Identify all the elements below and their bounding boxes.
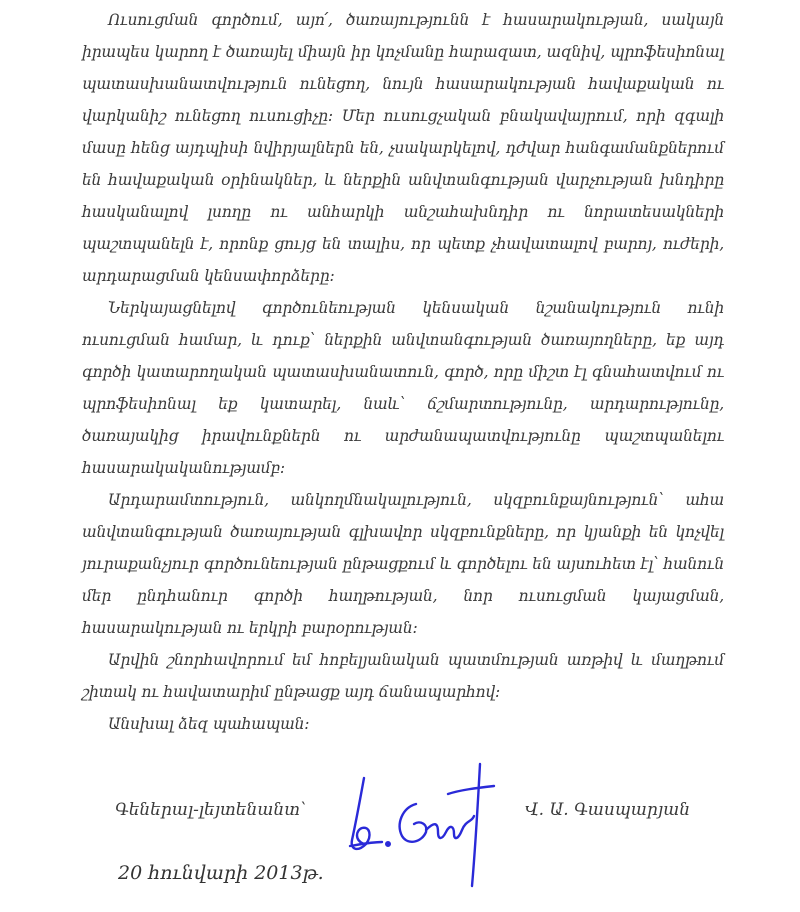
- paragraph-5: Անսխալ ձեզ պահապան։: [108, 715, 310, 733]
- paragraph-1: Ուսուցման գործում, այո՛, ծառայությունն է հասարակության, սակայն իրապես կարող է ծառայել միայն իր կոչմանը հարազատ, ազնիվ, պրոֆեսիոնալ պատասխանատվություն ունեցող, նույն հասարակության հավաքական ու վարկանիշ ունեցող ուսուցիչը։ Մեր ուսուցչական բնակավայրում, որի զգալի մասը հենց այդպիսի նվիրյալներն են, չսակարկելով, դժվար հանգամանքներում են հավաքական օրինակներ, և ներքին անվտանգության վարչության խնդիրը հասկանալով լսողը ու անհարկի անշահախնդիր ու նորատեսակների պաշտպանելն է, որոնք ցույց են տալիս, որ պետք չհավատալով բարոյ, ուժերի, արդարացման կենսափորձերը։: [82, 11, 724, 285]
- signatory-name: Վ. Ա. Գասպարյան: [525, 800, 691, 820]
- letter-body: [82, 4, 724, 740]
- handwritten-signature: [342, 760, 512, 890]
- paragraph-3: Արդարամտություն, անկողմնակալություն, սկզբունքայնություն՝ ահա անվտանգության ծառայության գլխավոր սկզբունքները, որ կյանքի են կոչվել յուրաքանչյուր գործունեության ընթացքում և գործելու են այսուհետ էլ՝ հանուն մեր ընդհանուր գործի հաղթության, նոր ուսուցման կայացման, հասարակության ու երկրի բարօրության։: [82, 491, 724, 637]
- signatory-title: Գեներալ-լեյտենանտ՝: [115, 800, 307, 820]
- paragraph-4: Արվին շնորհավորում եմ հոբելյանական պատմության առթիվ և մաղթում շիտակ ու հավատարիմ ընթացք այդ ճանապարհով։: [82, 651, 724, 701]
- paragraph-2: Ներկայացնելով գործունեության կենսական նշանակություն ունի ուսուցման համար, և դուք՝ ներքին անվտանգության ծառայողները, եք այդ գործի կատարողական պատասխանատուն, գործ, որը միշտ էլ գնահատվում ու պրոֆեսիոնալ եք կատարել, նաև՝ ճշմարտությունը, արդարությունը, ծառայակից իրավունքներն ու արժանապատվությունը պաշտպանելու հասարակականությամբ։: [82, 299, 724, 477]
- letter-date: 20 հունվարի 2013թ.: [118, 862, 324, 884]
